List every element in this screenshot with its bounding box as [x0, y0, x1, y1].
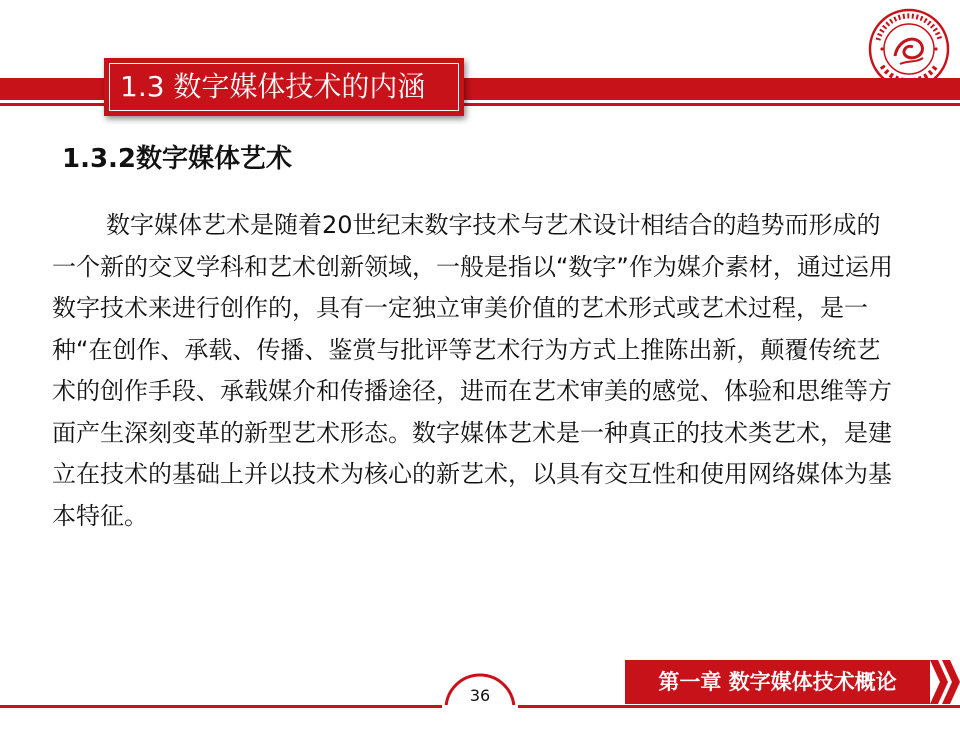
university-seal-icon: [868, 8, 950, 90]
page-number: 36: [469, 686, 491, 705]
subsection-heading: 1.3.2数字媒体艺术: [62, 144, 293, 174]
chapter-label: 第一章 数字媒体技术概论: [658, 670, 897, 694]
body-paragraph: 数字媒体艺术是随着20世纪末数字技术与艺术设计相结合的趋势而形成的一个新的交叉学科和艺术创新领域，一般是指以“数字”作为媒介素材，通过运用数字技术来进行创作的，具有一定独立审美价值的艺术形式或艺术过程，是一种“在创作、承载、传播、鉴赏与批评等艺术行为方式上推陈出新，颠覆传统艺术的创作手段、承载媒介和传播途径，进而在艺术审美的感觉、体验和思维等方面产生深刻变革的新型艺术形态。数字媒体艺术是一种真正的技术类艺术，是建立在技术的基础上并以技术为核心的新艺术，以具有交互性和使用网络媒体为基本特征。: [52, 211, 893, 530]
section-title: 1.3 数字媒体技术的内涵: [120, 70, 426, 103]
chapter-label-box: [625, 660, 930, 704]
section-title-box: [104, 58, 464, 116]
double-chevron-right-icon: [928, 660, 960, 704]
